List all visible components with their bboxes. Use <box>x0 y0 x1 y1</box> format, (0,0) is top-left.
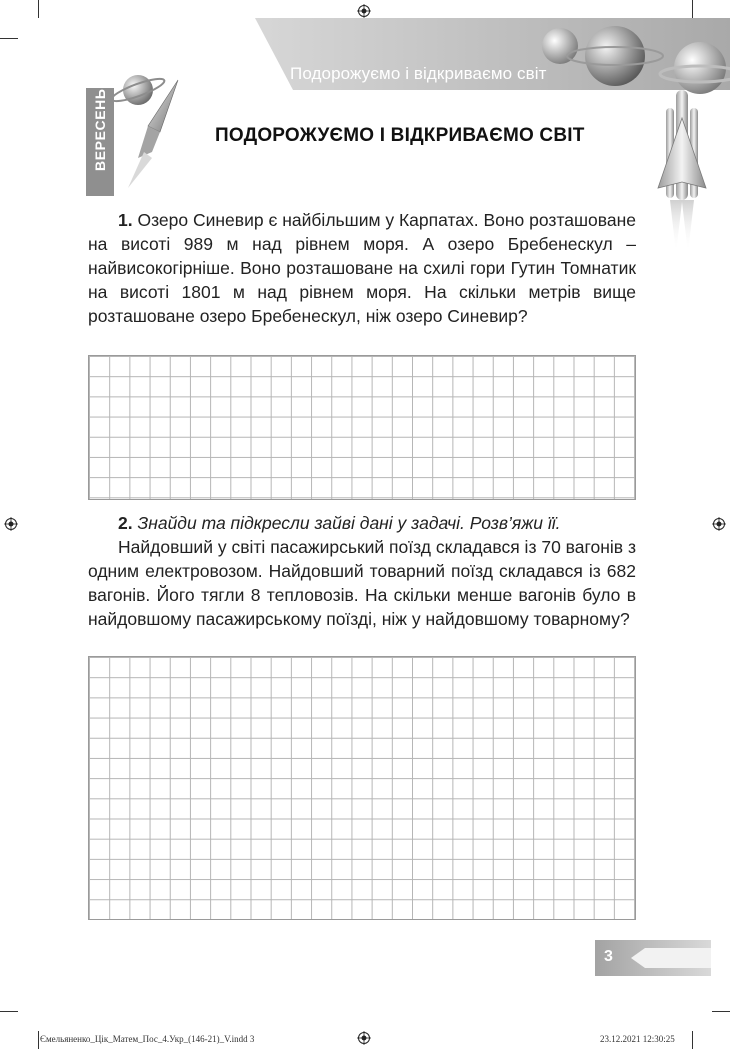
page-title: ПОДОРОЖУЄМО І ВІДКРИВАЄМО СВІТ <box>215 125 585 146</box>
task-number: 1. <box>118 210 133 230</box>
crop-mark <box>692 0 693 18</box>
registration-mark-icon <box>357 4 371 18</box>
answer-grid-2[interactable] <box>88 656 636 920</box>
registration-mark-icon <box>4 517 18 531</box>
task-text: Найдовший у світі пасажирський поїзд складався із 70 вагонів з одним електровозом. Найдовший товарний поїзд складався із 682 вагонів. Його тягли 8 тепловозів. На скільки менше вагонів було в найдовшому пасажирському поїзді, ніж у найдовшому товарному? <box>88 537 636 629</box>
task-1 <box>88 208 636 328</box>
crop-mark <box>0 38 18 39</box>
task-instruction: Знайди та підкресли зайві дані у задачі. Розв’яжи її. <box>132 513 561 533</box>
task-2 <box>88 511 636 631</box>
crop-mark <box>712 1011 730 1012</box>
crop-mark <box>692 1031 693 1049</box>
footer-date: 23.12.2021 12:30:25 <box>600 1034 675 1044</box>
month-label: ВЕРЕСЕНЬ <box>92 88 108 171</box>
crop-mark <box>38 0 39 18</box>
crop-mark <box>38 1031 39 1049</box>
footer-file-info: Ємельяненко_Цік_Матем_Пос_4.Укр_(146-21)_V.indd 3 <box>40 1034 255 1044</box>
registration-mark-icon <box>357 1031 371 1045</box>
banner-title: Подорожуємо і відкриваємо світ <box>290 64 547 83</box>
crop-mark <box>0 1011 18 1012</box>
task-number: 2. <box>118 513 133 533</box>
answer-grid-1[interactable] <box>88 355 636 500</box>
task-text: Озеро Синевир є найбільшим у Карпатах. Воно розташоване на висоті 989 м над рівнем моря. А озеро Бребенескул – найвисокогірніше. Воно розташоване на схилі гори Гутин Томнатик на висоті 1801 м над рівнем моря. На скільки метрів вище розташоване озеро Бребенескул, ніж озеро Синевир? <box>88 210 636 326</box>
space-shuttle-icon <box>640 78 724 268</box>
rocket-icon <box>108 62 196 192</box>
page-number: 3 <box>604 948 613 965</box>
registration-mark-icon <box>712 517 726 531</box>
